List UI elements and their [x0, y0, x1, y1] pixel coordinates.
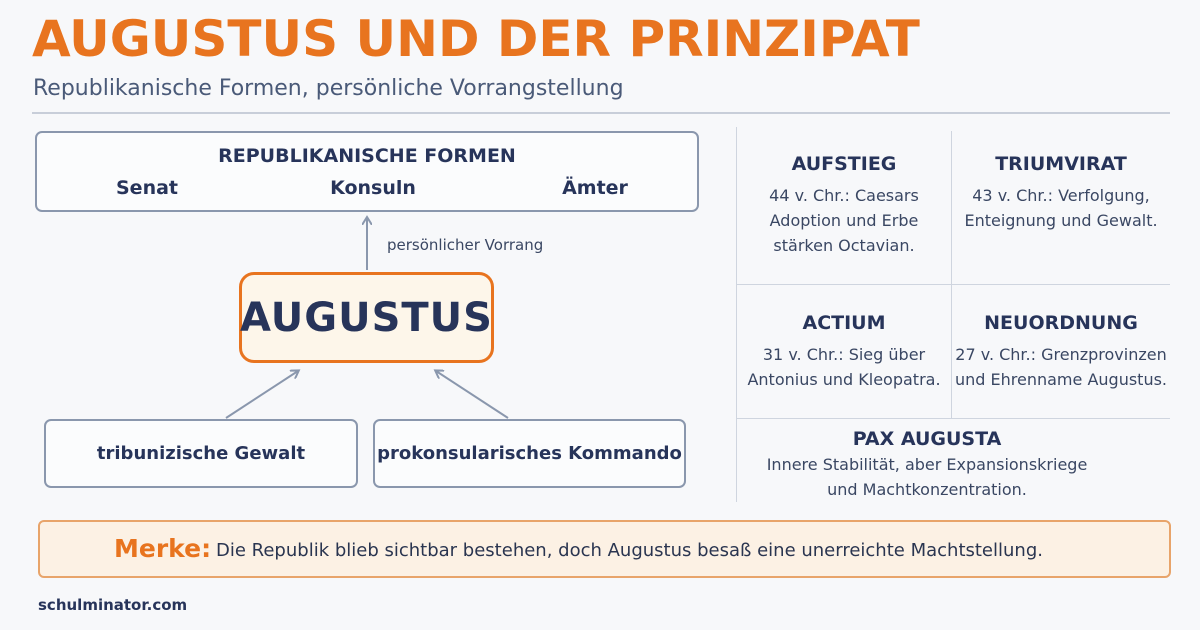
event-aufstieg-title: AUFSTIEG [791, 153, 897, 175]
event-neuordnung-text: 27 v. Chr.: Grenzprovinzen und Ehrenname Augustus. [955, 345, 1167, 389]
event-actium-title: ACTIUM [802, 312, 886, 334]
event-pax-text: Innere Stabilität, aber Expansionskriege und Machtkonzentration. [766, 455, 1088, 499]
event-neuordnung [952, 312, 1170, 392]
event-actium-text: 31 v. Chr.: Sieg über Antonius und Kleopatra. [747, 345, 941, 389]
republic-item-konsuln: Konsuln [330, 177, 416, 199]
augustus-box [239, 272, 494, 363]
event-triumvirat [952, 153, 1170, 233]
republican-forms-title: REPUBLIKANISCHE FORMEN [218, 145, 516, 167]
republican-forms-box [35, 131, 699, 212]
republic-item-aemter: Ämter [562, 177, 628, 199]
event-triumvirat-text: 43 v. Chr.: Verfolgung, Enteignung und Gewalt. [964, 186, 1158, 230]
event-neuordnung-title: NEUORDNUNG [984, 312, 1138, 334]
tribunician-power-box: tribunizische Gewalt [44, 419, 358, 488]
proconsular-command-box: prokonsularisches Kommando [373, 419, 686, 488]
arrow-proconsular [436, 371, 508, 418]
arrow-tribunician [226, 371, 298, 418]
merke-label: Merke: [114, 534, 212, 563]
event-triumvirat-title: TRIUMVIRAT [995, 153, 1127, 175]
page-title: AUGUSTUS UND DER PRINZIPAT [32, 10, 920, 68]
event-actium [737, 312, 951, 392]
merke-box [38, 520, 1171, 578]
footer-site: schulminator.com [38, 596, 188, 614]
page-subtitle: Republikanische Formen, persönliche Vorrangstellung [33, 76, 624, 101]
event-aufstieg-text: 44 v. Chr.: Caesars Adoption und Erbe stärken Octavian. [769, 186, 919, 255]
event-pax-augusta [737, 428, 1117, 502]
event-pax-title: PAX AUGUSTA [852, 428, 1002, 450]
merke-text: Die Republik blieb sichtbar bestehen, doch Augustus besaß eine unerreichte Machtstellung. [216, 540, 1043, 561]
grid-row-divider-1 [737, 284, 1170, 285]
header-divider [32, 112, 1170, 114]
augustus-label: AUGUSTUS [240, 294, 493, 341]
grid-row-divider-2 [737, 418, 1170, 419]
arrow-label-vorrang: persönlicher Vorrang [387, 236, 544, 254]
event-aufstieg [737, 153, 951, 258]
republic-item-senat: Senat [115, 177, 179, 199]
